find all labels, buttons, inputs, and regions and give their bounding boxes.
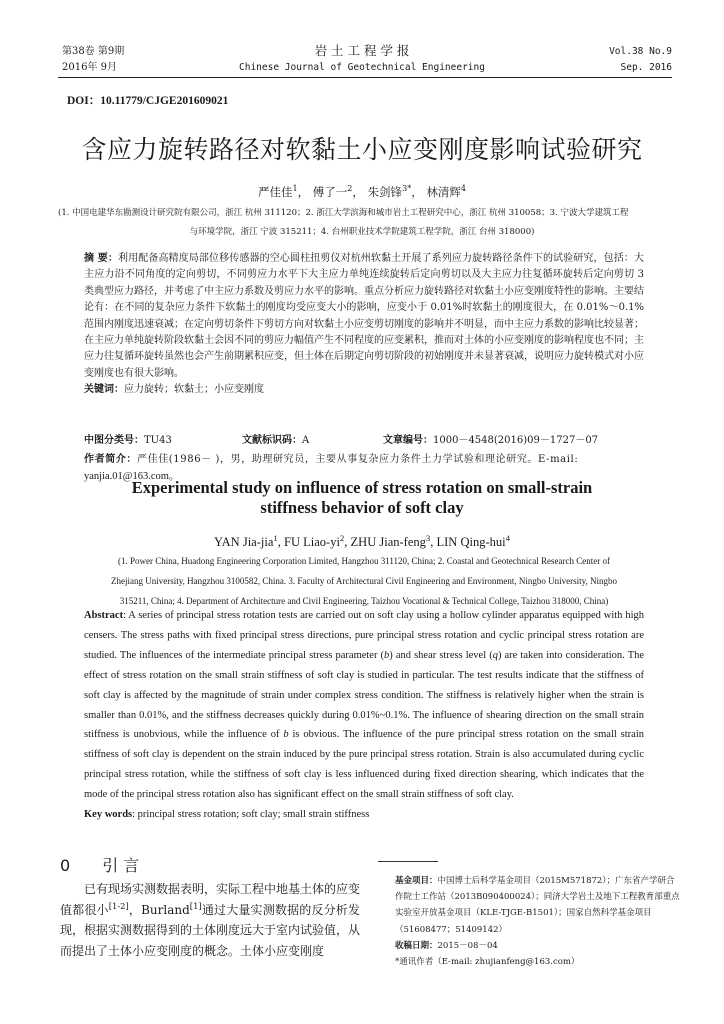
received-date: 收稿日期：2015－08－04 bbox=[395, 940, 498, 951]
keywords-cn-label: 关键词： bbox=[84, 384, 124, 396]
header-date: 2016年 9月 bbox=[62, 62, 117, 73]
author-mark: 2 bbox=[339, 532, 345, 543]
author-bio: 作者简介：严佳佳(1986－ )，男，助理研究员，主要从事复杂应力条件土力学试验和理论研究。E-mail: bbox=[84, 454, 579, 465]
doc-code: 文献标识码：A bbox=[242, 435, 310, 446]
title-en-line1: Experimental study on influence of stress rotation on small-strain bbox=[131, 478, 593, 497]
header-journal-en: Chinese Journal of Geotechnical Engineering bbox=[239, 62, 485, 73]
header-journal-cn: 岩 土 工 程 学 报 bbox=[314, 43, 410, 58]
authors-en: YAN Jia-jia$^1$, FU Liao-$yi^2$, ZHU Jian-feng$^3$, LIN Qing-hui$^4$ bbox=[214, 532, 510, 549]
affiliations-cn-line1: (1. 中国电建华东勘测设计研究院有限公司，浙江 杭州 311120；2. 浙江大学滨海和城市岩土工程研究中心，浙江 杭州 310058；3. 宁波大学建筑工程 bbox=[58, 208, 629, 218]
title-en-line2: stiffness behavior of soft clay bbox=[260, 498, 464, 517]
footnotes bbox=[395, 873, 680, 970]
author-mark: 1 bbox=[273, 532, 278, 543]
affiliations-en-line1: (1. Power China, Huadong Engineering Corporation Limited, Hangzhou 311120, China; 2. Coastal and Geotechnical Research Center of bbox=[118, 556, 610, 566]
author-cn: 林清辉 bbox=[426, 185, 461, 199]
keywords-cn: 应力旋转；软黏土；小应变刚度 bbox=[124, 384, 264, 396]
corresponding-author: *通讯作者（E-mail: zhujianfeng@163.com） bbox=[395, 957, 580, 968]
abstract-en-label: Abstract bbox=[84, 610, 124, 621]
affiliations-en-line2: Zhejiang University, Hangzhou 3100582, China. 3. Faculty of Architectural Civil Engineering and Environment, Ningbo University, Ningbo bbox=[111, 576, 617, 586]
author-cn: 朱剑锋 bbox=[367, 185, 403, 199]
author-cn: 严佳佳 bbox=[258, 185, 293, 199]
footnote-rule bbox=[378, 861, 438, 862]
header-volume-issue: 第38卷 第9期 bbox=[62, 46, 125, 57]
doi: DOI：10.11779/CJGE201609021 bbox=[67, 95, 229, 107]
affiliations-cn-line2: 与环境学院，浙江 宁波 315211；4. 台州职业技术学院建筑工程学院，浙江 台州 318000) bbox=[189, 227, 535, 237]
author-email: yanjia.01@163.com。 bbox=[84, 471, 180, 482]
affiliations-en bbox=[84, 551, 644, 611]
header-rule bbox=[58, 77, 672, 78]
author-mark: 4 bbox=[460, 184, 466, 194]
article-number: 文章编号：1000－4548(2016)09－1727－07 bbox=[383, 435, 599, 446]
header-vol-no: Vol.38 No.9 bbox=[609, 46, 672, 57]
author-mark: 1 bbox=[292, 184, 298, 194]
affiliations-en-line3: 315211, China; 4. Department of Architecture and Civil Engineering, Taizhou Vocational & Technical College, Taizhou 318000, China) bbox=[119, 596, 609, 606]
author-en: LIN Qing-hui bbox=[436, 535, 506, 549]
section-number: 0 bbox=[60, 856, 71, 875]
clc-number: 中图分类号：TU43 bbox=[84, 435, 172, 446]
abstract-en: Abstract: A series of principal stress rotation tests are carried out on soft clay using a hollow cylinder apparatus equipped with high censers. The stress paths with fixed principal stress directions, pure principal stress rotation and cyclic principal stress rotation are studied. The influences of the intermediate principal stress parameter (b) and shear stress level (q) are taken into consideration. The effect of stress rotation on the small strain stiffness of soft clay is studied in particular. The test results indicate that the stiffness of soft clay is affected by the magnitude of strain under complex stress condition. The stiffness is relatively higher when the strain is smaller than 0.01%, and the stiffness decreases quickly during 0.01%~0.1%. The influence of shearing direction on the small strain stiffness is unobvious, while the influence of b is obvious. The influence of the pure principal stress rotation on the small strain stiffness of soft clay is dependent on the strain induced by the pure principal stress rotation. Strain is also accumulated during cyclic principal stress rotation, while the stiffness of soft clay is less influenced during fixed direction shearing, which indicates that the mode of the principal stress rotation also has significant effect on the small strain stiffness of soft clay. Key words: principal stress rotation; soft clay; small strain stiffness bbox=[84, 610, 645, 821]
author-en: YAN Jia-jia bbox=[214, 535, 274, 549]
fund-note: 基金项目：中国博士后科学基金项目（2015M571872）；广东省产学研合作院士工作站（2013B090400024）；同济大学岩土及地下工程教育部重点实验室开放基金项目（KLE-TJGE-B1501）；国家自然科学基金项目（51608477；51409142） bbox=[395, 876, 680, 935]
body-text bbox=[60, 879, 360, 961]
abstract-cn bbox=[84, 251, 644, 399]
author-mark: 2 bbox=[347, 184, 353, 194]
header-month-year: Sep. 2016 bbox=[620, 62, 672, 73]
abstract-cn-label: 摘 要： bbox=[84, 253, 118, 264]
abstract-cn-text: 利用配备高精度局部位移传感器的空心圆柱扭剪仪对杭州软黏土开展了系列应力旋转路径条件下的试验研究，包括：大主应力沿不同角度的定向剪切，不同剪应力水平下大主应力单纯连续旋转后定向剪切以及大主应力往复循环旋转后定向剪切 3 类典型应力路径，并考虑了中主应力系数及剪应力水平的影响。重点分析应力旋转路径对软黏土小应变刚度特性的影响。主要结论有：在不同的复杂应力条件下软黏土的刚度均受应变大小的影响，应变小于 0.01%时软黏土的刚度很大，在 0.01%～0.1%范围内刚度迅速衰减；在定向剪切条件下剪切方向对软黏土小应变剪切刚度的影响并不明显，而中主应力系数的影响比较显著；在主应力单纯旋转阶段软黏土会因不同的剪应力幅值产生不同程度的应变累积，推而对土体的小应变刚度的影响程度也不同；主应力往复循环旋转虽然也会产生前期累积应变，但土体在后期定向剪切阶段的初始刚度并未显著衰减，说明应力旋转模式对小应变刚度也有很大影响。 bbox=[84, 253, 645, 379]
author-mark: 3 bbox=[425, 532, 431, 543]
paragraph: 已有现场实测数据表明，实际工程中地基土体的应变值都很小[1-2]，Burland[1]通过大量实测数据的反分析发现，根据实测数据得到的土体刚度远大于室内试验值，从而提出了土体小应变刚度的概念。土体小应变刚度 bbox=[60, 882, 361, 958]
citation: [1] bbox=[189, 900, 202, 911]
section-heading bbox=[60, 853, 171, 876]
citation: [1-2] bbox=[108, 900, 129, 911]
section-title: 引 言 bbox=[102, 856, 140, 875]
title-en bbox=[62, 478, 662, 518]
author-en: ZHU Jian-feng bbox=[350, 535, 426, 549]
author-mark: 3* bbox=[402, 184, 412, 194]
keywords-en-label: Key words bbox=[84, 809, 133, 821]
title-cn: 含应力旋转路径对软黏土小应变刚度影响试验研究 bbox=[81, 135, 643, 164]
keywords-en: : principal stress rotation; soft clay; small strain stiffness bbox=[132, 809, 370, 821]
author-mark: 4 bbox=[505, 532, 510, 543]
author-en: FU Liao-yi bbox=[284, 535, 340, 549]
authors-cn: 严佳佳$^1$， 傅了一$^2$， 朱剑锋$^{3*}$， 林清辉$^4$ bbox=[258, 184, 466, 199]
author-cn: 傅了一 bbox=[312, 185, 348, 199]
